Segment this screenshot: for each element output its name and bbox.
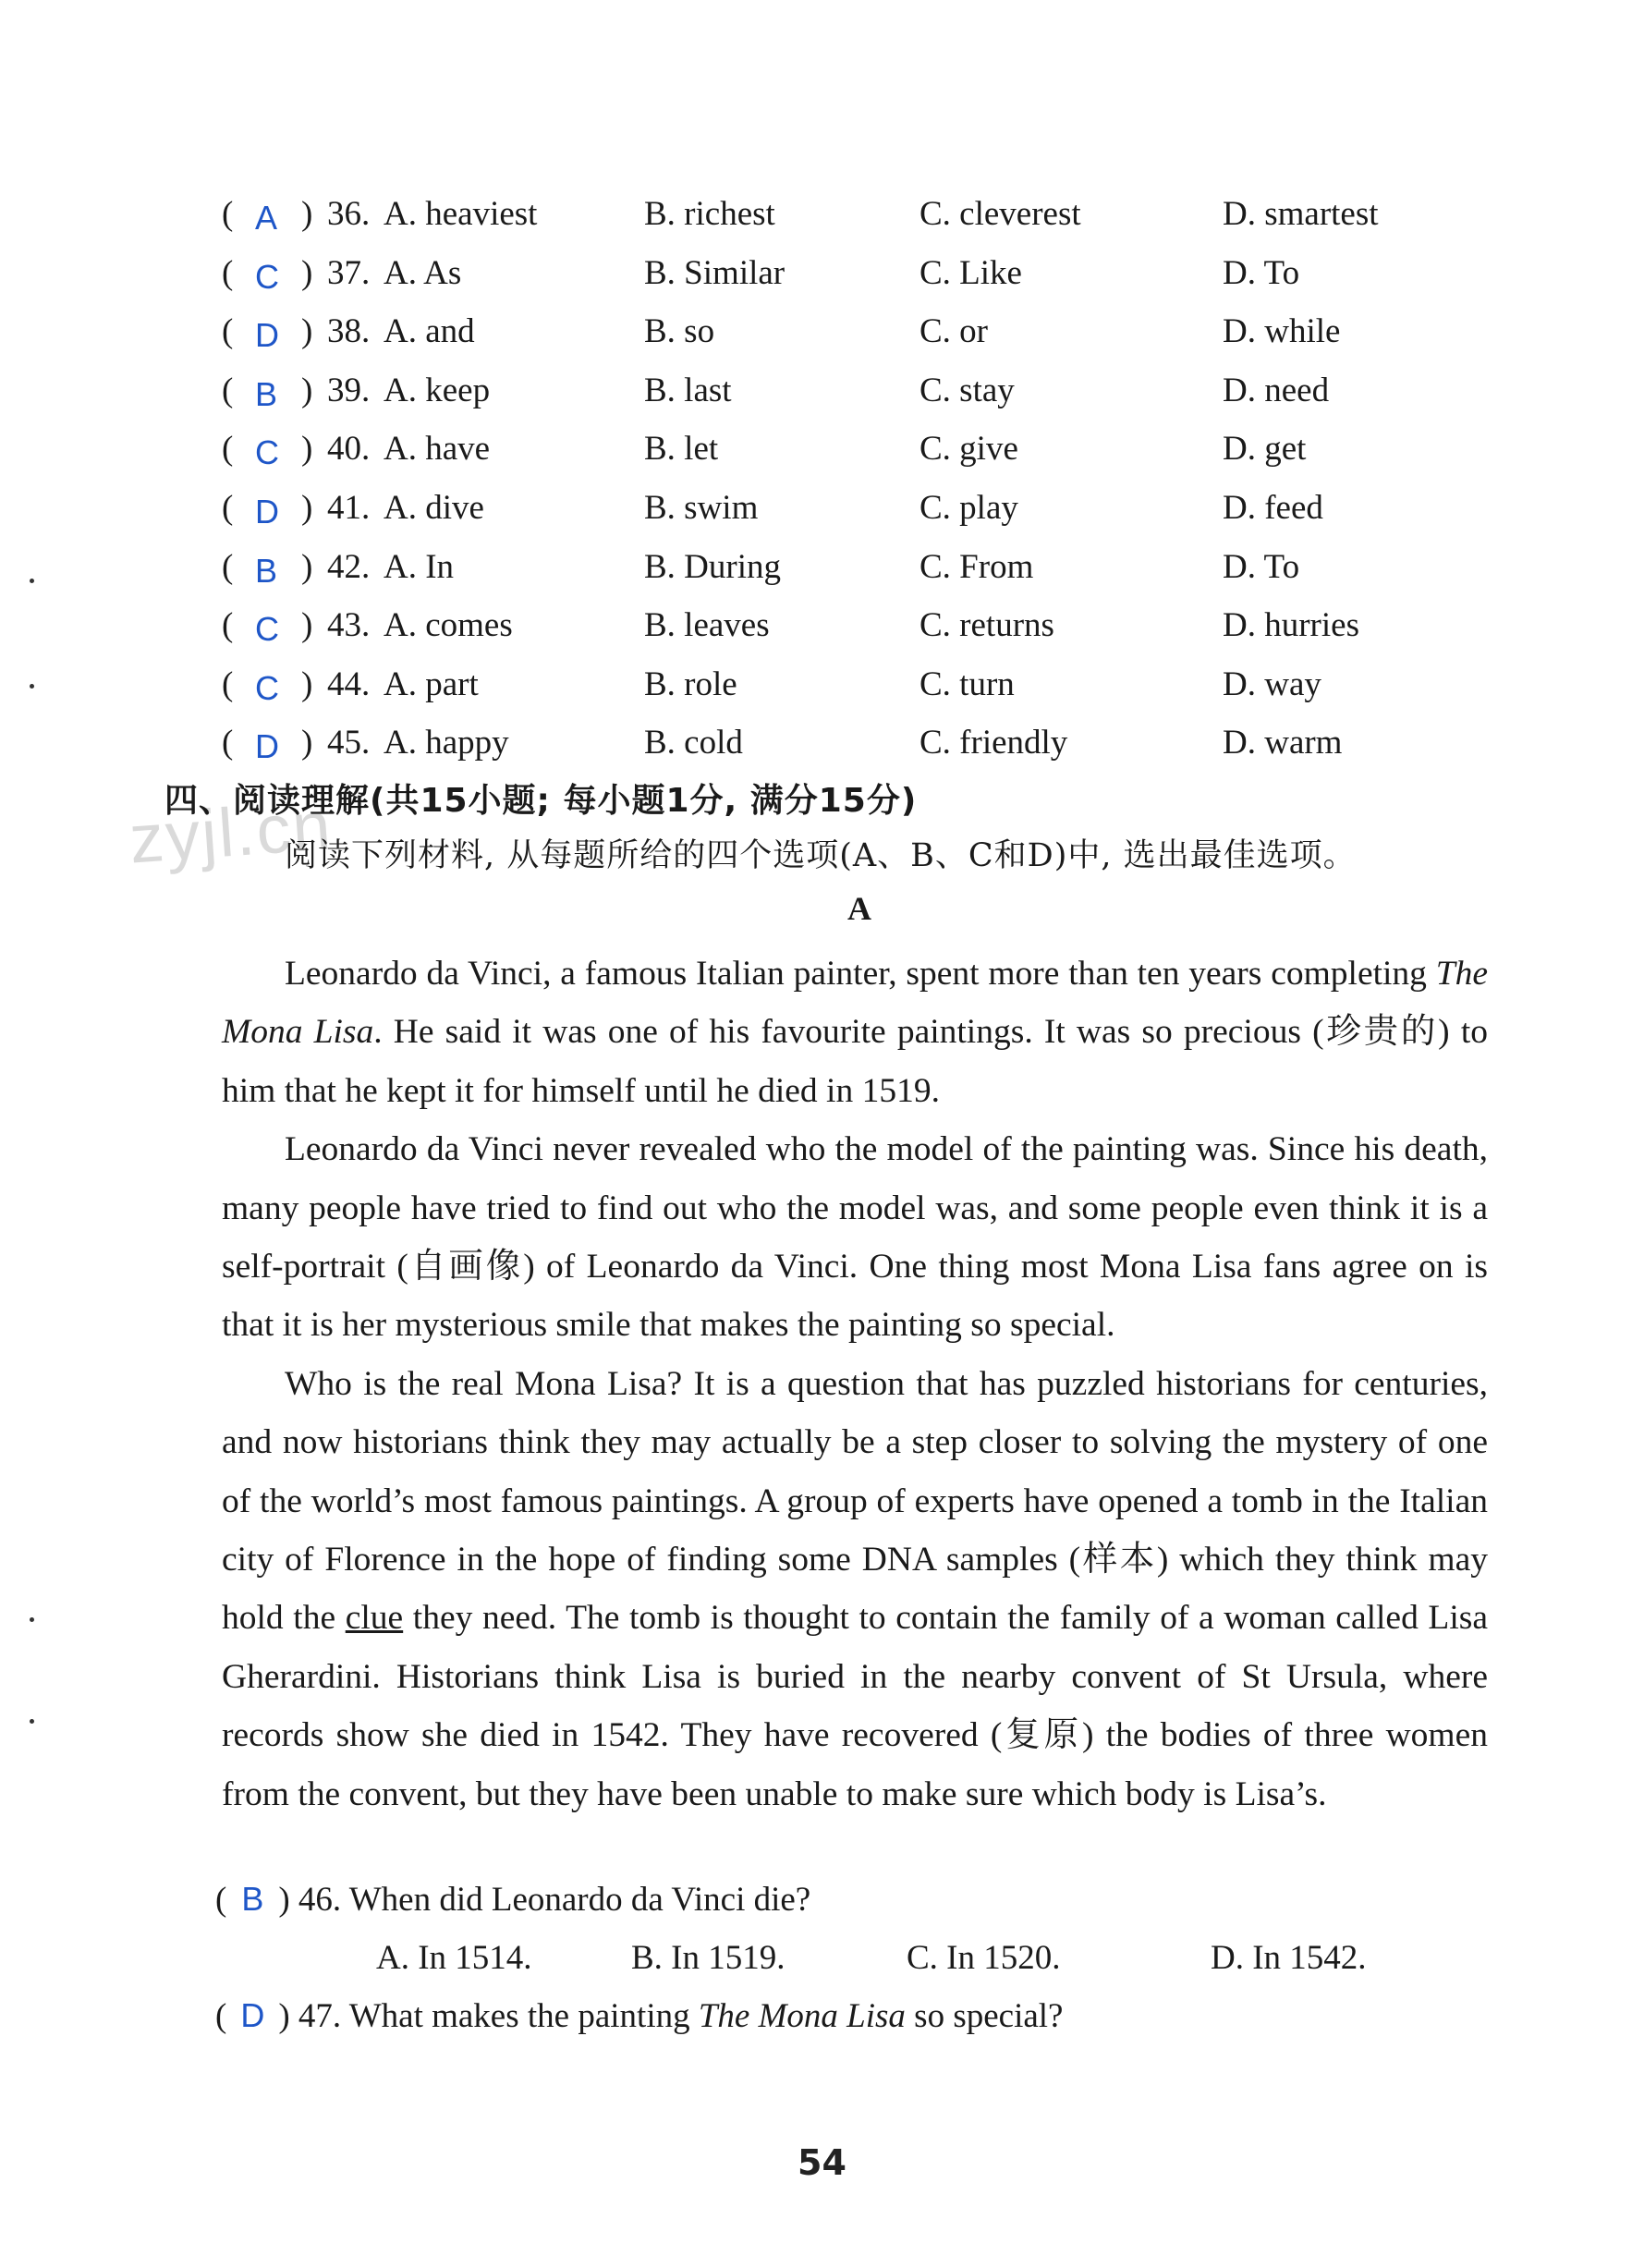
page-number: 54 [798, 2142, 846, 2183]
option-b: B. During [644, 547, 781, 586]
option-a: A. comes [384, 606, 513, 645]
option-c: C. In 1520. [907, 1939, 1061, 1977]
answer-mark: C [255, 668, 279, 707]
paren-open: ( [222, 724, 234, 762]
passage-text: they need. The tomb is thought to contain the family of a woman called Lisa Gherardini. Historians think Lisa is buried in the nearby convent of St Ursula, where records show she died in 1542. They have recovered (复原) the bodies of three women from the convent, but they have been unable to make sure which body is Lisa’s. [222, 1599, 1488, 1813]
option-b: B. cold [644, 724, 743, 762]
cloze-question-row [222, 713, 1460, 773]
option-d: D. In 1542. [1211, 1939, 1367, 1977]
painting-title: The Mona Lisa [222, 955, 1488, 1052]
option-c: C. friendly [919, 724, 1068, 762]
paren-close: ) [301, 253, 313, 292]
cloze-question-row [222, 185, 1460, 244]
margin-dot [30, 1617, 34, 1622]
passage-paragraph [222, 945, 1488, 1120]
section-instruction: 阅读下列材料, 从每题所给的四个选项(A、B、C和D)中, 选出最佳选项。 [285, 837, 1357, 874]
option-d: D. smartest [1223, 195, 1379, 233]
option-a: A. keep [384, 371, 491, 409]
option-b: B. last [644, 371, 732, 409]
question-47 [215, 1996, 1063, 2036]
option-a: A. have [384, 430, 491, 469]
paren-open: ( [222, 430, 234, 469]
question-number: 45. [327, 724, 371, 762]
answer-mark: D [255, 492, 279, 530]
paren-close: ) [301, 430, 313, 469]
option-a: A. heaviest [384, 195, 538, 233]
paren-open: ( [215, 1881, 227, 1919]
answer-mark: C [255, 433, 279, 472]
paren-open: ( [215, 1997, 227, 2035]
cloze-question-row [222, 244, 1460, 303]
answer-mark: C [255, 257, 279, 296]
option-a: A. In 1514. [376, 1939, 532, 1977]
passage-text: . He said it was one of his favourite paintings. It was so precious (珍贵的) to him that he kept it for himself until he died in 1519. [222, 1013, 1488, 1110]
paren-close: ) [301, 312, 313, 351]
option-b: B. let [644, 430, 719, 469]
option-a: A. and [384, 312, 475, 351]
option-c: C. turn [919, 665, 1015, 703]
cloze-question-row [222, 361, 1460, 421]
question-number: 36. [327, 195, 371, 233]
option-d: D. feed [1223, 488, 1323, 527]
paren-close: ) [301, 547, 313, 586]
option-c: C. returns [919, 606, 1054, 645]
question-number: 38. [327, 312, 371, 351]
paren-close: ) [301, 488, 313, 527]
option-d: D. get [1223, 430, 1307, 469]
cloze-question-row [222, 420, 1460, 479]
option-d: D. need [1223, 371, 1330, 409]
cloze-question-row [222, 479, 1460, 538]
paren-open: ( [222, 665, 234, 703]
option-c: C. give [919, 430, 1018, 469]
reading-passage [222, 945, 1488, 1823]
cloze-question-row [222, 538, 1460, 597]
question-number: 39. [327, 371, 371, 409]
answer-mark: B [255, 551, 278, 590]
option-d: D. warm [1223, 724, 1343, 762]
margin-dot [30, 1719, 34, 1724]
margin-dot [30, 579, 34, 583]
paren-close: ) [301, 724, 313, 762]
option-b: B. so [644, 312, 715, 351]
option-a: A. happy [384, 724, 509, 762]
option-c: C. Like [919, 253, 1022, 292]
cloze-question-row [222, 596, 1460, 655]
margin-dot [30, 684, 34, 689]
option-b: B. role [644, 665, 737, 703]
option-d: D. while [1223, 312, 1341, 351]
answer-mark: C [255, 610, 279, 649]
answer-mark: D [240, 1996, 265, 2034]
question-number: 43. [327, 606, 371, 645]
cloze-question-row [222, 302, 1460, 361]
answer-mark: D [255, 316, 279, 355]
option-a: A. part [384, 665, 479, 703]
underlined-word: clue [345, 1599, 404, 1638]
question-number: 37. [327, 253, 371, 292]
paren-close: ) [301, 371, 313, 409]
option-c: C. cleverest [919, 195, 1081, 233]
passage-text: Leonardo da Vinci, a famous Italian painter, spent more than ten years completing [285, 955, 1436, 993]
option-c: C. play [919, 488, 1018, 527]
cloze-question-row [222, 655, 1460, 714]
passage-text: Who is the real Mona Lisa? It is a question that has puzzled historians for centuries, and now historians think they may actually be a step closer to solving the mystery of one of the world’s most famous paintings. A group of experts have opened a tomb in the Italian city of Florence in the hope of finding some DNA samples (样本) which they think may hold the [222, 1364, 1488, 1638]
paren-open: ( [222, 371, 234, 409]
option-a: A. In [384, 547, 455, 586]
paren-open: ( [222, 312, 234, 351]
passage-paragraph: Leonardo da Vinci never revealed who the model of the painting was. Since his death, many people have tried to find out who the model was, and some people even think it is a self-portrait (自画像) of Leonardo da Vinci. One thing most Mona Lisa fans agree on is that it is her mysterious smile that makes the painting so special. [222, 1130, 1488, 1345]
option-b: B. In 1519. [631, 1939, 785, 1977]
option-c: C. or [919, 312, 988, 351]
question-number: 42. [327, 547, 371, 586]
option-c: C. stay [919, 371, 1015, 409]
question-46 [215, 1880, 810, 1920]
option-c: C. From [919, 547, 1034, 586]
passage-letter: A [847, 890, 871, 927]
cloze-answer-list [222, 185, 1460, 773]
paren-open: ( [222, 547, 234, 586]
paren-close: ) [301, 606, 313, 645]
question-text: so special? [905, 1997, 1064, 2035]
answer-mark: B [255, 374, 278, 413]
option-d: D. way [1223, 665, 1321, 703]
question-number: 41. [327, 488, 371, 527]
paren-open: ( [222, 488, 234, 527]
paren-close: ) [301, 195, 313, 233]
watermark: zyjl.cn [127, 786, 335, 878]
paren-close: ) [301, 665, 313, 703]
answer-mark: D [255, 727, 279, 766]
option-d: D. hurries [1223, 606, 1359, 645]
option-b: B. swim [644, 488, 759, 527]
option-d: D. To [1223, 547, 1300, 586]
option-a: A. As [384, 253, 462, 292]
answer-mark: B [241, 1880, 264, 1918]
question-number: 44. [327, 665, 371, 703]
question-text: ) 47. What makes the painting [278, 1997, 699, 2035]
option-b: B. leaves [644, 606, 770, 645]
painting-title: The Mona Lisa [698, 1997, 906, 2035]
question-number: 40. [327, 430, 371, 469]
section-heading: 四、阅读理解(共15小题; 每小题1分, 满分15分) [164, 782, 918, 820]
answer-mark: A [255, 199, 278, 237]
paren-open: ( [222, 253, 234, 292]
question-text: ) 46. When did Leonardo da Vinci die? [278, 1881, 811, 1919]
paren-open: ( [222, 195, 234, 233]
option-b: B. richest [644, 195, 775, 233]
option-d: D. To [1223, 253, 1300, 292]
passage-paragraph [222, 1355, 1488, 1823]
option-a: A. dive [384, 488, 484, 527]
option-b: B. Similar [644, 253, 785, 292]
paren-open: ( [222, 606, 234, 645]
